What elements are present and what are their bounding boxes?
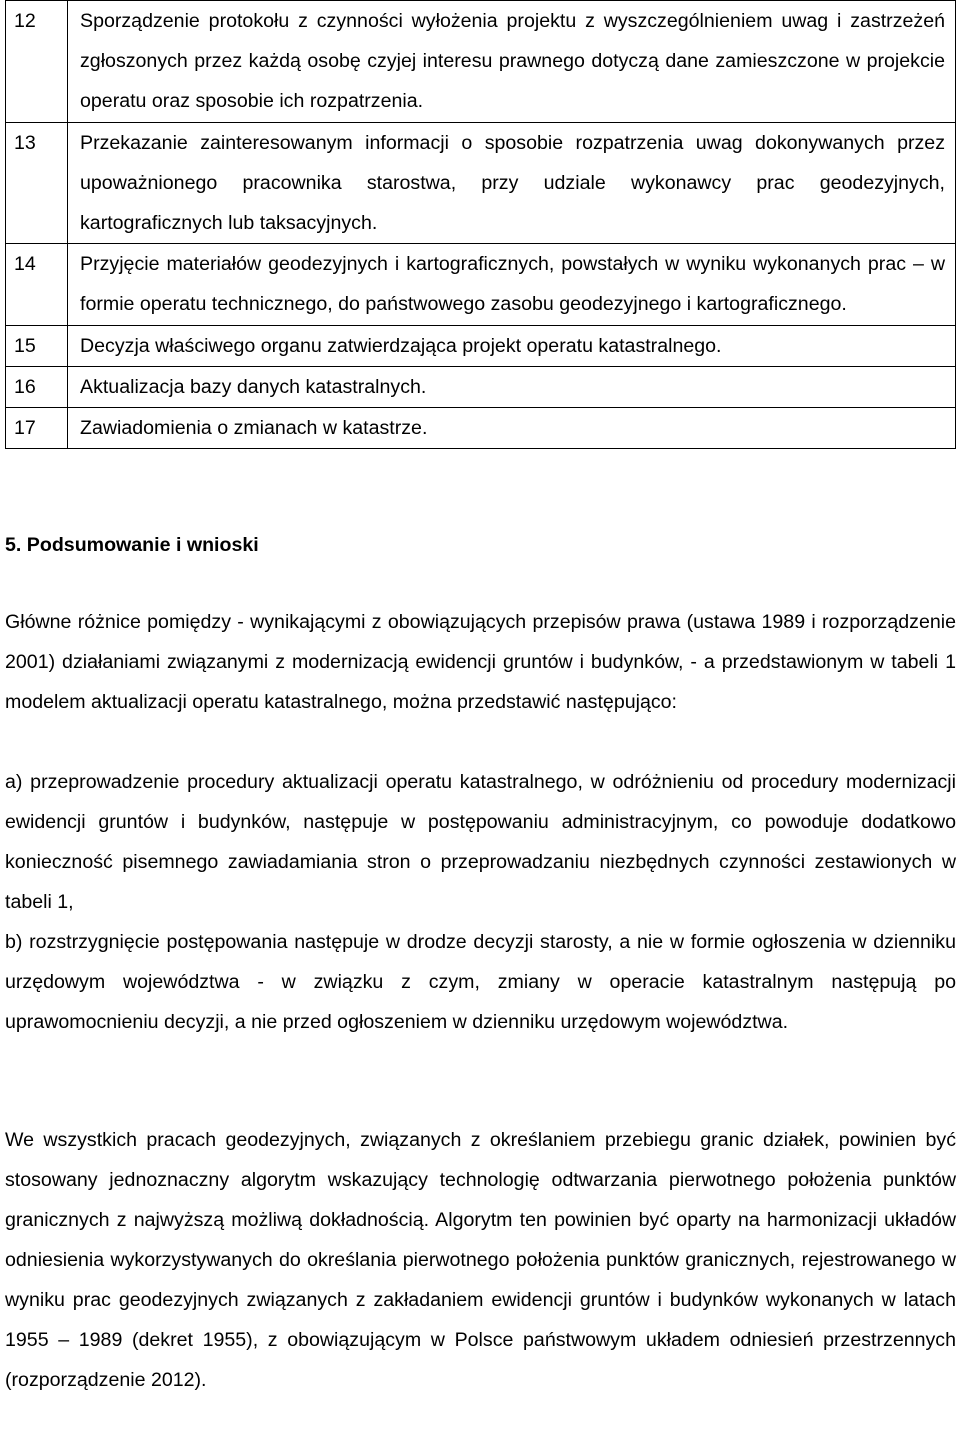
step-number: 13 <box>6 122 68 244</box>
table-row <box>6 122 956 244</box>
procedure-steps-table <box>5 0 956 449</box>
section-heading: 5. Podsumowanie i wnioski <box>5 534 259 556</box>
intro-paragraph: Główne różnice pomiędzy - wynikającymi z obowiązujących przepisów prawa (ustawa 1989 i rozporządzenie 2001) działaniami związanymi z modernizacją ewidencji gruntów i budynków, - a przedstawionym w tabeli 1 modelem aktualizacji operatu katastralnego, można przedstawić następująco: <box>5 611 956 713</box>
geodesy-paragraph: We wszystkich pracach geodezyjnych, związanych z określaniem przebiegu granic działek, powinien być stosowany jednoznaczny algorytm wskazujący technologię odtwarzania pierwotnego położenia punktów granicznych z najwyższą możliwą dokładnością. Algorytm ten powinien być oparty na harmonizacji układów odniesienia wykorzystywanych do określania pierwotnego położenia punktów granicznych, rejestrowanego w wyniku prac geodezyjnych związanych z zakładaniem ewidencji gruntów i budynków wykonanych w latach 1955 – 1989 (dekret 1955), z obowiązującym w Polsce państwowym układem odniesień przestrzennych (rozporządzenie 2012). <box>5 1129 956 1391</box>
step-description: Zawiadomienia o zmianach w katastrze. <box>68 408 956 449</box>
table-row <box>6 1 956 123</box>
table-row <box>6 325 956 366</box>
step-number: 15 <box>6 325 68 366</box>
step-number: 17 <box>6 408 68 449</box>
point-a-paragraph: a) przeprowadzenie procedury aktualizacji operatu katastralnego, w odróżnieniu od procedury modernizacji ewidencji gruntów i budynków, następuje w postępowaniu administracyjnym, co powoduje dodatkowo konieczność pisemnego zawiadamiania stron o przeprowadzaniu niezbędnych czynności zestawionych w tabeli 1, <box>5 771 956 913</box>
step-description: Aktualizacja bazy danych katastralnych. <box>68 366 956 407</box>
step-number: 16 <box>6 366 68 407</box>
step-description: Decyzja właściwego organu zatwierdzająca projekt operatu katastralnego. <box>68 325 956 366</box>
table-row <box>6 408 956 449</box>
table-row <box>6 366 956 407</box>
table-row <box>6 244 956 325</box>
step-number: 12 <box>6 1 68 123</box>
step-number: 14 <box>6 244 68 325</box>
step-description: Sporządzenie protokołu z czynności wyłożenia projektu z wyszczególnieniem uwag i zastrzeżeń zgłoszonych przez każdą osobę czyjej interesu prawnego dotyczą dane zamieszczone w projekcie operatu oraz sposobie ich rozpatrzenia. <box>68 1 956 123</box>
step-description: Przekazanie zainteresowanym informacji o sposobie rozpatrzenia uwag dokonywanych przez upoważnionego pracownika starostwa, przy udziale wykonawcy prac geodezyjnych, kartograficznych lub taksacyjnych. <box>68 122 956 244</box>
point-b-paragraph: b) rozstrzygnięcie postępowania następuje w drodze decyzji starosty, a nie w formie ogłoszenia w dzienniku urzędowym województwa - w związku z czym, zmiany w operacie katastralnym następują po uprawomocnieniu decyzji, a nie przed ogłoszeniem w dzienniku urzędowym województwa. <box>5 931 956 1033</box>
step-description: Przyjęcie materiałów geodezyjnych i kartograficznych, powstałych w wyniku wykonanych prac – w formie operatu technicznego, do państwowego zasobu geodezyjnego i kartograficznego. <box>68 244 956 325</box>
